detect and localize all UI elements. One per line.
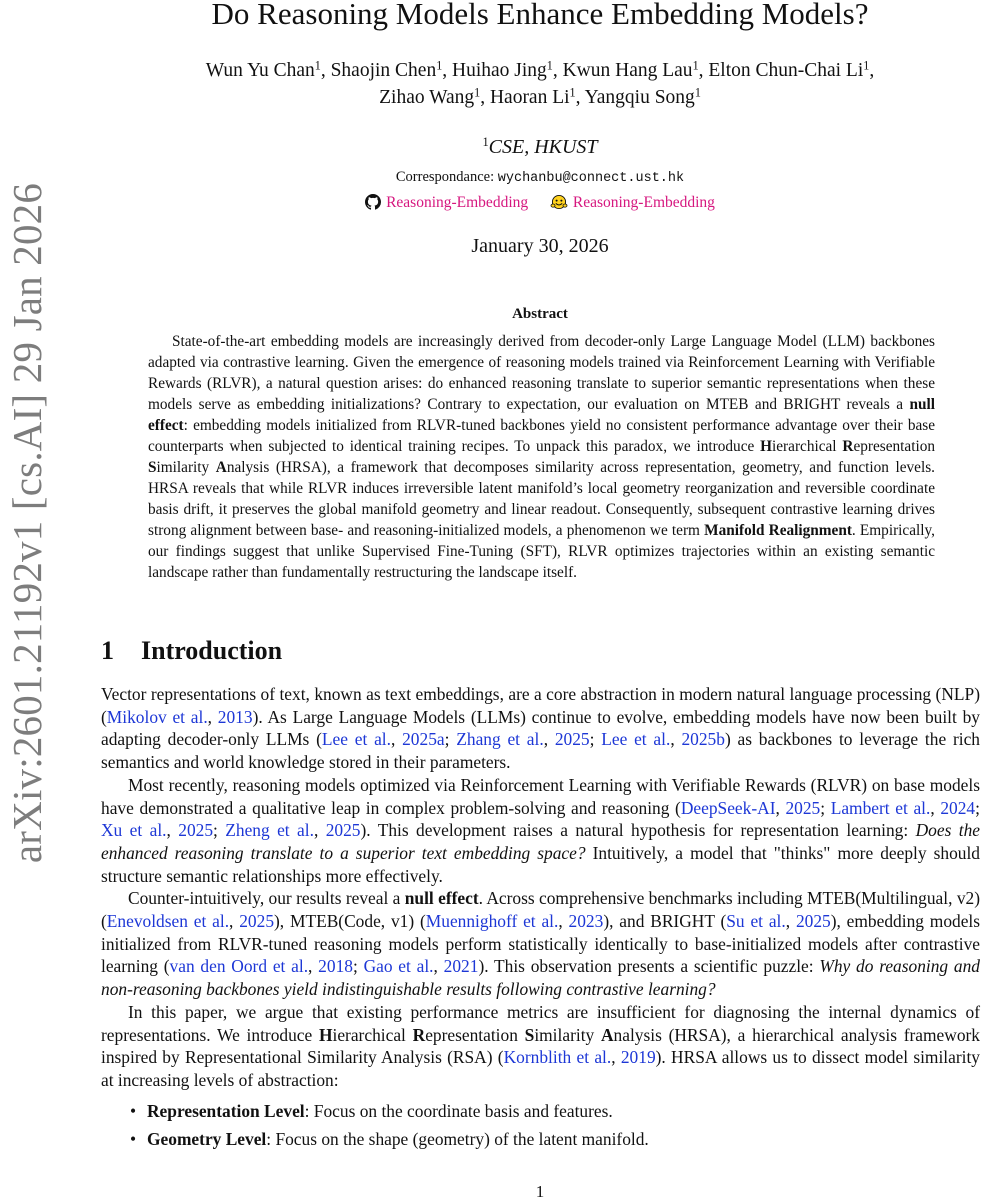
text-run: , bbox=[775, 797, 786, 818]
text-run: ), and BRIGHT ( bbox=[603, 911, 727, 932]
huggingface-repo-link[interactable]: Reasoning-Embedding bbox=[572, 194, 715, 211]
bold-text: R bbox=[412, 1024, 426, 1045]
citation-link[interactable]: Su et al. bbox=[726, 911, 786, 932]
abstract-body bbox=[148, 331, 935, 583]
text-run: , bbox=[390, 729, 403, 750]
text-run: ; bbox=[589, 729, 602, 750]
italic-text: Does the enhanced reasoning translate to a superior text embedding space? bbox=[101, 820, 980, 863]
bold-text: R bbox=[842, 438, 854, 455]
bold-text: A bbox=[600, 1024, 614, 1045]
author: Huihao Jing$^1$, bbox=[452, 58, 563, 81]
text-run: imilarity bbox=[156, 459, 216, 476]
text-run: ; bbox=[820, 797, 831, 818]
author: Shaojin Chen$^1$, bbox=[330, 58, 452, 81]
author: Zihao Wang$^1$, bbox=[379, 85, 490, 108]
text-run: ). This observation presents a scientific puzzle: bbox=[478, 956, 820, 977]
text-run: nalysis (HRSA), a hierarchical analysis framework inspired by Representational Similarity Analysis (RSA) ( bbox=[101, 1024, 980, 1068]
citation-link[interactable]: 2025 bbox=[239, 911, 275, 932]
citation-link[interactable]: Enevoldsen et al. bbox=[106, 911, 230, 932]
paragraph bbox=[101, 1001, 980, 1092]
text-run: , bbox=[433, 956, 444, 977]
authors-line-1 bbox=[100, 57, 980, 84]
page-number: 1 bbox=[535, 1182, 545, 1201]
citation-link[interactable]: Zheng et al. bbox=[225, 820, 314, 841]
text-run: Intuitively, a model that "thinks" more deeply should structure semantic relationships more effectively. bbox=[101, 842, 980, 886]
citation-link[interactable]: 2025 bbox=[325, 820, 361, 841]
citation-link[interactable]: van den Oord et al. bbox=[169, 956, 309, 977]
text-run: epresentation bbox=[853, 438, 935, 455]
text-run: , bbox=[166, 820, 179, 841]
citation-link[interactable]: Mikolov et al. bbox=[106, 706, 208, 727]
citation-link[interactable]: 2025 bbox=[795, 911, 831, 932]
authors-line-2 bbox=[100, 84, 980, 111]
arxiv-identifier: arXiv:2601.21192v1 [cs.AI] 29 Jan 2026 bbox=[4, 182, 50, 864]
bold-text: null effect bbox=[404, 888, 479, 909]
text-run: . Across comprehensive benchmarks including MTEB(Multilingual, v2) ( bbox=[101, 888, 980, 932]
abstract-paragraph bbox=[148, 331, 935, 583]
citation-link[interactable]: 2025 bbox=[554, 729, 590, 750]
author: Wun Yu Chan$^1$, bbox=[205, 58, 331, 81]
citation-link[interactable]: Xu et al. bbox=[101, 820, 167, 841]
italic-text: Why do reasoning and non-reasoning backbones yield indistinguishable results following contrastive learning? bbox=[101, 956, 980, 1000]
correspondence bbox=[100, 166, 980, 190]
author: Haoran Li$^1$, bbox=[489, 85, 585, 108]
author: Kwun Hang Lau$^1$, bbox=[562, 58, 709, 81]
text-run: : embedding models initialized from RLVR-tuned backbones yield no consistent performance advantage over their base counterparts when subjected to identical training recipes. To unpack this paradox, we introduce bbox=[148, 417, 935, 455]
introduction-body bbox=[101, 683, 980, 1157]
github-repo-link[interactable]: Reasoning-Embedding bbox=[386, 194, 529, 211]
citation-link[interactable]: 2025a bbox=[402, 729, 445, 750]
text-run: Counter-intuitively, our results reveal a bbox=[128, 888, 405, 909]
text-run: ). As Large Language Models (LLMs) continue to evolve, embedding models have now been built by adapting decoder-only LLMs ( bbox=[101, 706, 980, 750]
section-number: 1 bbox=[101, 636, 114, 665]
author: Elton Chun-Chai Li$^1$, bbox=[708, 58, 875, 81]
text-run: , bbox=[308, 956, 319, 977]
text-run: imilarity bbox=[534, 1024, 601, 1045]
text-run: ; bbox=[444, 729, 457, 750]
text-run: In this paper, we argue that existing performance metrics are insufficient for diagnosing the internal dynamics of representations. We introduce bbox=[101, 1001, 980, 1045]
bold-text: S bbox=[148, 459, 157, 476]
author: Yangqiu Song$^1$ bbox=[584, 85, 701, 108]
citation-link[interactable]: Lee et al. bbox=[321, 729, 391, 750]
correspondence-email[interactable]: wychanbu@connect.ust.hk bbox=[497, 171, 685, 186]
citation-link[interactable]: Muennighoff et al. bbox=[425, 911, 559, 932]
text-run: , bbox=[543, 729, 555, 750]
text-run: , bbox=[229, 911, 240, 932]
text-run: , bbox=[670, 729, 682, 750]
author-list bbox=[100, 57, 980, 111]
citation-link[interactable]: 2023 bbox=[568, 911, 604, 932]
bold-text: A bbox=[215, 459, 227, 476]
text-run: Vector representations of text, known as text embeddings, are a core abstraction in modern natural language processing (NLP) ( bbox=[101, 684, 980, 727]
text-run: ; bbox=[213, 820, 226, 841]
paper-title: Do Reasoning Models Enhance Embedding Models? bbox=[211, 0, 869, 31]
citation-link[interactable]: Zhang et al. bbox=[456, 729, 544, 750]
citation-link[interactable]: 2025 bbox=[785, 797, 821, 818]
bullet-icon: • bbox=[130, 1129, 137, 1150]
paragraph bbox=[101, 683, 980, 774]
citation-link[interactable]: Kornblith et al. bbox=[503, 1047, 612, 1068]
huggingface-icon bbox=[550, 194, 568, 217]
bold-text: null effect bbox=[148, 396, 935, 434]
text-run: Most recently, reasoning models optimized via Reinforcement Learning with Verifiable Rewards (RLVR) on base models have demonstrated a qualitative leap in complex problem-solving and reasoning ( bbox=[101, 774, 980, 818]
text-run: State-of-the-art embedding models are increasingly derived from decoder-only Large Language Model (LLM) backbones adapted via contrastive learning. Given the emergence of reasoning models trained via Reinforcement Learning with Verifiable Rewards (RLVR), a natural question arises: do enhanced reasoning translate to superior semantic representations when these models serve as embedding initializations? Contrary to expectation, our evaluation on MTEB and BRIGHT reveals a bbox=[148, 333, 935, 413]
github-icon bbox=[365, 194, 381, 217]
citation-link[interactable]: 2021 bbox=[443, 956, 479, 977]
citation-link[interactable]: 2019 bbox=[620, 1047, 656, 1068]
list-item: • Representation Level: Focus on the coordinate basis and features. bbox=[130, 1100, 613, 1121]
affiliation: $^1$CSE, HKUST bbox=[482, 135, 598, 158]
analysis-levels-list bbox=[101, 1100, 980, 1151]
resource-links bbox=[100, 192, 980, 217]
bold-text: S bbox=[524, 1024, 535, 1045]
text-run: ). This development raises a natural hypothesis for representation learning: bbox=[360, 820, 916, 841]
citation-link[interactable]: Gao et al. bbox=[363, 956, 434, 977]
text-run: , bbox=[313, 820, 326, 841]
text-run: ierarchical bbox=[332, 1024, 413, 1045]
paragraph bbox=[101, 887, 980, 1001]
section-heading bbox=[101, 634, 282, 668]
list-item: • Geometry Level: Focus on the shape (geometry) of the latent manifold. bbox=[130, 1129, 649, 1150]
bold-text: H bbox=[760, 438, 773, 455]
citation-link[interactable]: Lambert et al. bbox=[830, 797, 931, 818]
citation-link[interactable]: 2018 bbox=[318, 956, 353, 977]
text-run: ierarchical bbox=[772, 438, 843, 455]
text-run: ), MTEB(Code, v1) ( bbox=[274, 911, 426, 932]
publication-date: January 30, 2026 bbox=[471, 235, 609, 257]
bold-text: H bbox=[318, 1024, 333, 1045]
section-title: Introduction bbox=[141, 636, 283, 665]
citation-link[interactable]: 2025 bbox=[178, 820, 214, 841]
text-run: , bbox=[785, 911, 796, 932]
correspondence-label: Correspondance: bbox=[395, 169, 495, 185]
text-run: epresentation bbox=[425, 1024, 525, 1045]
bold-text: Manifold Realignment bbox=[704, 522, 852, 539]
abstract-heading: Abstract bbox=[512, 306, 568, 322]
citation-link[interactable]: Lee et al. bbox=[601, 729, 671, 750]
text-run: ; bbox=[975, 797, 980, 818]
text-run: , bbox=[611, 1047, 621, 1068]
citation-link[interactable]: 2024 bbox=[940, 797, 976, 818]
text-run: . Empirically, our findings suggest that unlike Supervised Fine-Tuning (SFT), RLVR optimizes trajectories within an existing semantic landscape rather than fundamentally restructuring the landscape itself. bbox=[148, 522, 935, 581]
bullet-icon: • bbox=[130, 1100, 137, 1121]
text-run: , bbox=[930, 797, 941, 818]
text-run: ) as backbones to leverage the rich semantics and world knowledge stored in their parameters. bbox=[101, 729, 980, 773]
text-run: , bbox=[558, 911, 569, 932]
citation-link[interactable]: 2025b bbox=[681, 729, 725, 750]
paragraph bbox=[101, 774, 980, 888]
citation-link[interactable]: 2013 bbox=[217, 706, 253, 727]
text-run: ). HRSA allows us to dissect model similarity at increasing levels of abstraction: bbox=[101, 1047, 980, 1090]
text-run: , bbox=[207, 706, 218, 727]
text-run: nalysis (HRSA), a framework that decomposes similarity across representation, geometry, and function levels. HRSA reveals that while RLVR induces irreversible latent manifold’s local geometry reorganization and reversible coordinate basis drift, it preserves the global manifold geometry and linear readout. Consequently, subsequent contrastive learning drives strong alignment between base- and reasoning-initialized models, a phenomenon we term bbox=[148, 459, 935, 539]
citation-link[interactable]: DeepSeek-AI bbox=[680, 797, 776, 818]
text-run: ; bbox=[352, 956, 364, 977]
text-run: ), embedding models initialized from RLVR-tuned reasoning models perform statistically identically to base-initialized models after contrastive learning ( bbox=[101, 911, 981, 977]
